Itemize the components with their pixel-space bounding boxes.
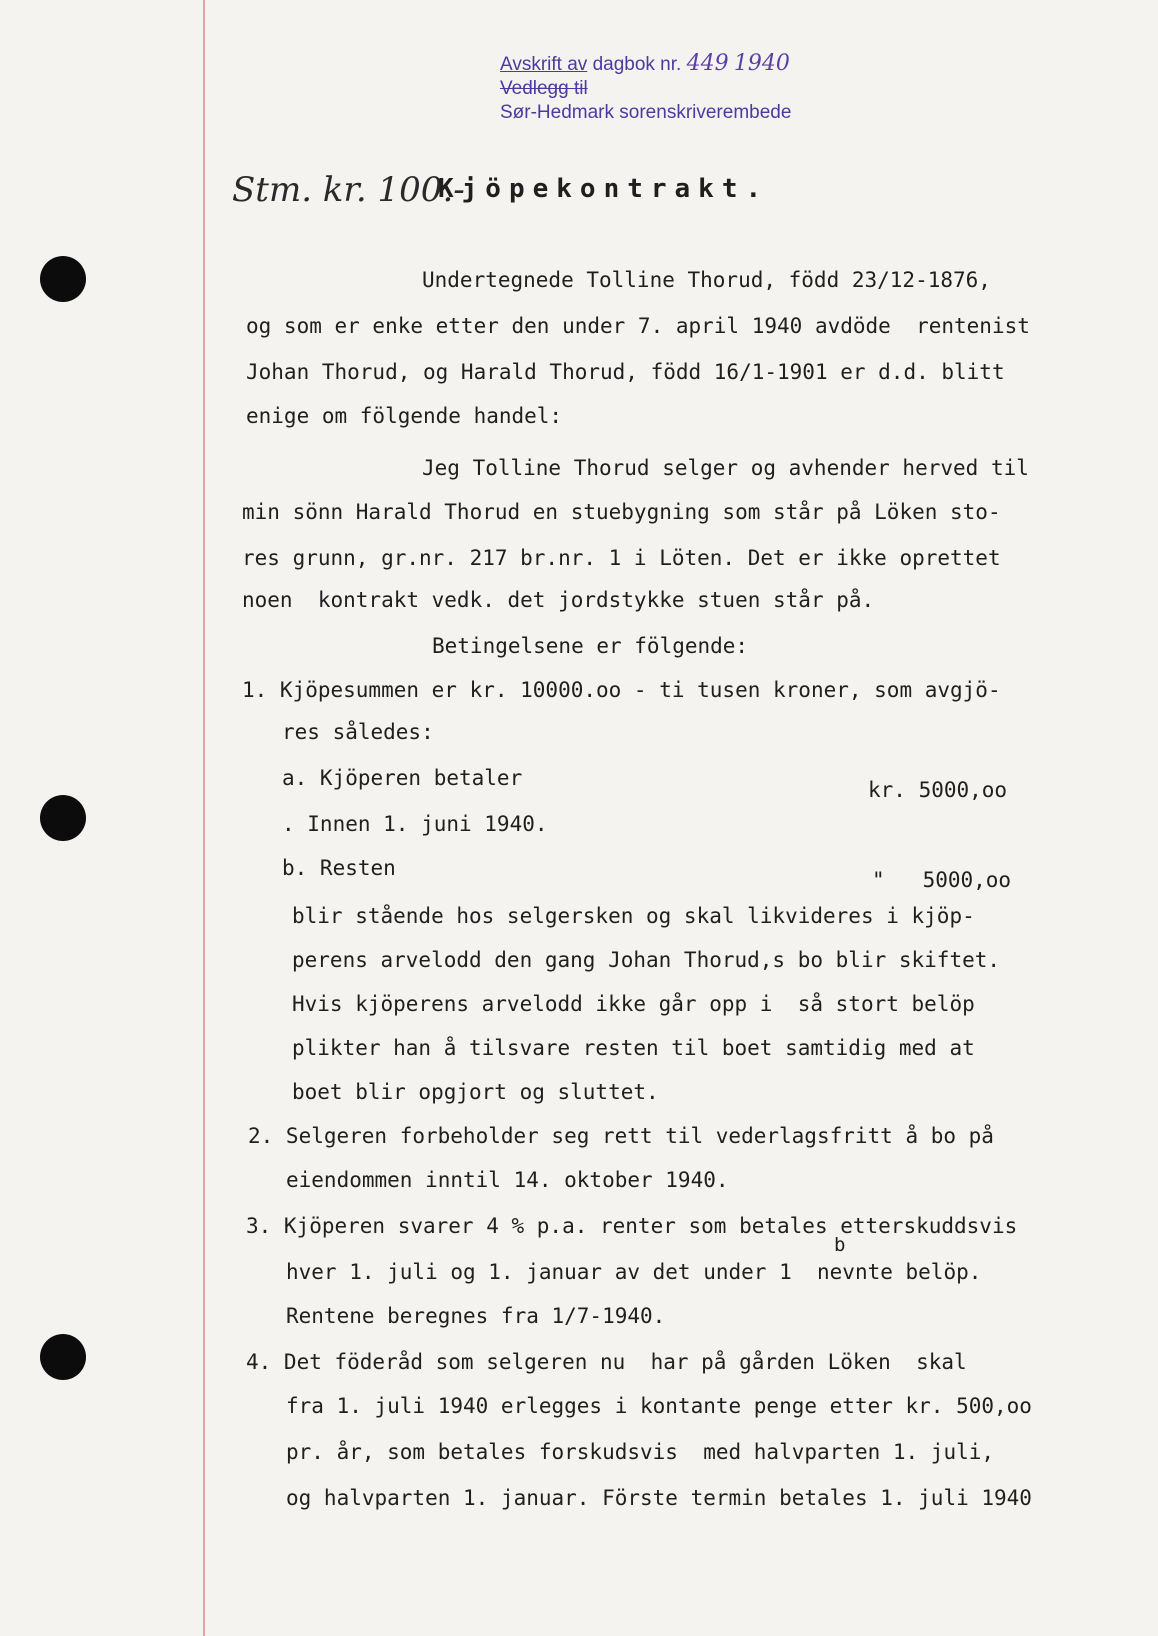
punch-hole xyxy=(40,795,86,841)
amount-b: " 5000,oo xyxy=(872,868,1012,892)
body-line: a. Kjöperen betaler xyxy=(282,766,523,790)
body-line: Jeg Tolline Thorud selger og avhender herved til xyxy=(422,456,1029,480)
registry-stamp xyxy=(500,52,791,125)
page-title: Kjöpekontrakt. xyxy=(438,174,770,204)
body-line: Rentene beregnes fra 1/7-1940. xyxy=(286,1304,666,1328)
body-line: plikter han å tilsvare resten til boet samtidig med at xyxy=(292,1036,975,1060)
body-line: res således: xyxy=(282,720,434,744)
body-line: fra 1. juli 1940 erlegges i kontante penge etter kr. 500,oo xyxy=(286,1394,1032,1418)
margin-line xyxy=(203,0,205,1636)
body-line: boet blir opgjort og sluttet. xyxy=(292,1080,659,1104)
body-line: 4. Det föderåd som selgeren nu har på gården Löken skal xyxy=(246,1350,967,1374)
punch-hole xyxy=(40,1334,86,1380)
body-line: res grunn, gr.nr. 217 br.nr. 1 i Löten. Det er ikke oprettet xyxy=(242,546,1001,570)
body-line: 3. Kjöperen svarer 4 % p.a. renter som betales etterskuddsvis xyxy=(246,1214,1018,1238)
stamp-office: Sør-Hedmark sorenskriverembede xyxy=(500,102,792,123)
body-line: pr. år, som betales forskudsvis med halvparten 1. juli, xyxy=(286,1440,995,1464)
body-line: Betingelsene er fölgende: xyxy=(432,634,749,658)
body-line: . Innen 1. juni 1940. xyxy=(282,812,548,836)
stamp-dagbok-number: 449 xyxy=(686,51,729,76)
body-line: hver 1. juli og 1. januar av det under 1 nevnte belöp. xyxy=(286,1260,982,1284)
body-line: perens arvelodd den gang Johan Thorud,s bo blir skiftet. xyxy=(292,948,1001,972)
body-line: Hvis kjöperens arvelodd ikke går opp i så stort belöp xyxy=(292,992,975,1016)
body-line: enige om fölgende handel: xyxy=(246,404,563,428)
body-line: min sönn Harald Thorud en stuebygning som står på Löken sto- xyxy=(242,500,1001,524)
stamp-vedlegg: Vedlegg til xyxy=(500,78,588,99)
punch-hole xyxy=(40,256,86,302)
body-line: blir stående hos selgersken og skal likvideres i kjöp- xyxy=(292,904,975,928)
body-line: 2. Selgeren forbeholder seg rett til vederlagsfritt å bo på xyxy=(248,1124,994,1148)
body-line: og som er enke etter den under 7. april 1940 avdöde rentenist xyxy=(246,314,1030,338)
body-line: Undertegnede Tolline Thorud, född 23/12-1876, xyxy=(422,268,991,292)
body-line: noen kontrakt vedk. det jordstykke stuen står på. xyxy=(242,588,875,612)
amount-a: kr. 5000,oo xyxy=(868,778,1008,802)
superscript-b: b xyxy=(834,1234,846,1256)
body-line: eiendommen inntil 14. oktober 1940. xyxy=(286,1168,729,1192)
stamp-label: Avskrift av xyxy=(500,54,588,75)
body-line: 1. Kjöpesummen er kr. 10000.oo - ti tusen kroner, som avgjö- xyxy=(242,678,1001,702)
body-line: og halvparten 1. januar. Förste termin betales 1. juli 1940 xyxy=(286,1486,1032,1510)
stamp-duty-note: Stm. kr. 100.- xyxy=(232,170,465,210)
body-line: b. Resten xyxy=(282,856,396,880)
stamp-dagbok-label: dagbok nr. xyxy=(592,54,682,75)
body-line: Johan Thorud, og Harald Thorud, född 16/1-1901 er d.d. blitt xyxy=(246,360,1005,384)
stamp-year: 1940 xyxy=(733,51,790,76)
